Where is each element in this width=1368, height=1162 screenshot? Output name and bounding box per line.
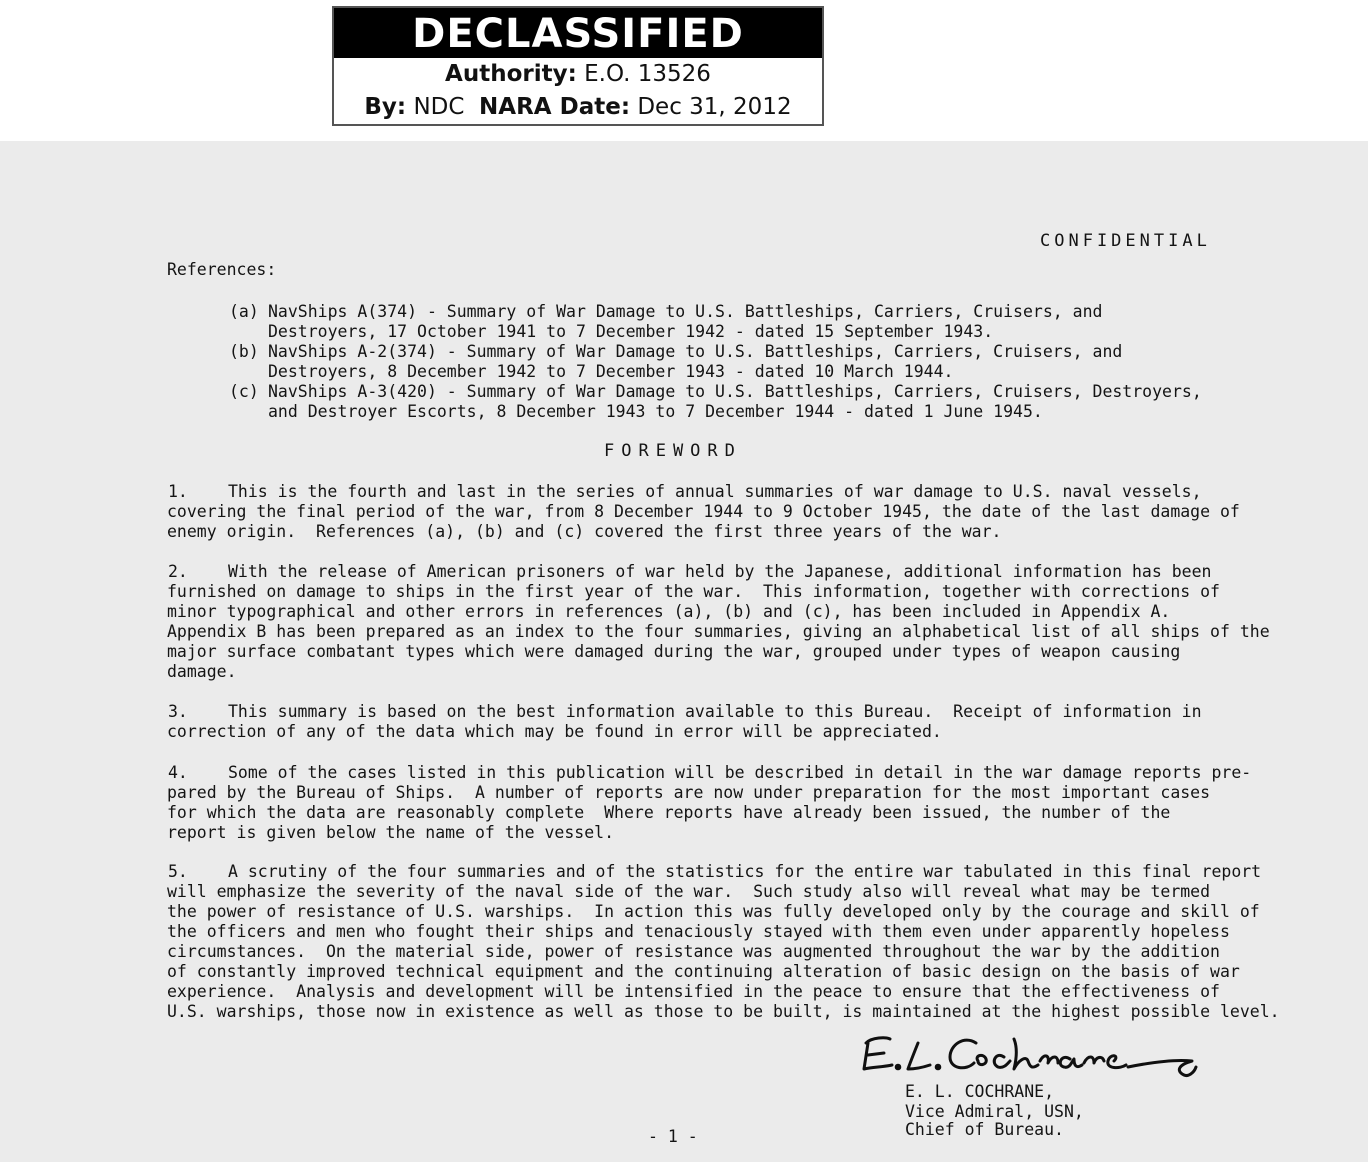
paragraph-line: experience. Analysis and development will be intensified in the peace to ensure that the effectiveness of <box>167 982 1220 1001</box>
references-heading: References: <box>167 260 277 279</box>
reference-line: Destroyers, 8 December 1942 to 7 December 1943 - dated 10 March 1944. <box>268 362 954 381</box>
paragraph-line: Appendix B has been prepared as an index to the four summaries, giving an alphabetical list of all ships of the <box>167 622 1270 641</box>
paragraph-line: correction of any of the data which may be found in error will be appreciated. <box>167 722 942 741</box>
reference-line: NavShips A-2(374) - Summary of War Damage to U.S. Battleships, Carriers, Cruisers, and <box>268 342 1123 361</box>
paragraph-line: for which the data are reasonably complete Where reports have already been issued, the number of the <box>167 803 1171 822</box>
paragraph-line: damage. <box>167 662 237 681</box>
paragraph-line: the officers and men who fought their ships and tenaciously stayed with them even under apparently hopeless <box>167 922 1230 941</box>
document-page <box>0 141 1368 1162</box>
reference-line: Destroyers, 17 October 1941 to 7 December 1942 - dated 15 September 1943. <box>268 322 994 341</box>
reference-line: and Destroyer Escorts, 8 December 1943 to 7 December 1944 - dated 1 June 1945. <box>268 402 1043 421</box>
paragraph-line: Some of the cases listed in this publication will be described in detail in the war damage reports pre- <box>228 763 1252 782</box>
stamp-date-label: NARA Date: <box>479 94 631 120</box>
paragraph-line: the power of resistance of U.S. warships. In action this was fully developed only by the courage and skill of <box>167 902 1260 921</box>
signatory-title: Chief of Bureau. <box>905 1120 1064 1139</box>
signatory-rank: Vice Admiral, USN, <box>905 1102 1084 1121</box>
paragraph-line: This is the fourth and last in the series of annual summaries of war damage to U.S. naval vessels, <box>228 482 1202 501</box>
paragraph-number: 1. <box>168 482 188 501</box>
paragraph-number: 5. <box>168 862 188 881</box>
stamp-authority-label: Authority: <box>445 61 577 87</box>
stamp-by-value: NDC <box>413 94 465 120</box>
paragraph-line: enemy origin. References (a), (b) and (c) covered the first three years of the war. <box>167 522 1002 541</box>
paragraph-line: minor typographical and other errors in references (a), (b) and (c), has been included in Appendix A. <box>167 602 1171 621</box>
paragraph-line: covering the final period of the war, from 8 December 1944 to 9 October 1945, the date of the last damage of <box>167 502 1240 521</box>
paragraph-number: 3. <box>168 702 188 721</box>
reference-letter: (b) <box>229 342 259 361</box>
stamp-date-value: Dec 31, 2012 <box>637 94 792 120</box>
paragraph-line: will emphasize the severity of the naval side of the war. Such study also will reveal what may be termed <box>167 882 1211 901</box>
stamp-authority-value: E.O. 13526 <box>584 61 711 87</box>
stamp-title: DECLASSIFIED <box>334 8 822 58</box>
paragraph-line: circumstances. On the material side, power of resistance was augmented throughout the war by the addition <box>167 942 1220 961</box>
paragraph-line: report is given below the name of the vessel. <box>167 823 615 842</box>
reference-letter: (c) <box>229 382 259 401</box>
stamp-by-line <box>334 91 822 124</box>
signatory-name: E. L. COCHRANE, <box>905 1082 1055 1101</box>
reference-line: NavShips A(374) - Summary of War Damage to U.S. Battleships, Carriers, Cruisers, and <box>268 302 1103 321</box>
classification-marking: CONFIDENTIAL <box>1040 231 1211 251</box>
paragraph-line: major surface combatant types which were damaged during the war, grouped under types of weapon causing <box>167 642 1181 661</box>
stamp-by-label: By: <box>364 94 407 120</box>
paragraph-line: of constantly improved technical equipment and the continuing alteration of basic design on the basis of war <box>167 962 1240 981</box>
declassified-stamp <box>332 6 824 126</box>
stamp-authority-line <box>334 58 822 91</box>
paragraph-line: furnished on damage to ships in the first year of the war. This information, together with corrections of <box>167 582 1220 601</box>
paragraph-line: A scrutiny of the four summaries and of the statistics for the entire war tabulated in this final report <box>228 862 1262 881</box>
reference-line: NavShips A-3(420) - Summary of War Damage to U.S. Battleships, Carriers, Cruisers, Destroyers, <box>268 382 1202 401</box>
foreword-heading: FOREWORD <box>604 441 742 461</box>
paragraph-number: 4. <box>168 763 188 782</box>
paragraph-line: pared by the Bureau of Ships. A number of reports are now under preparation for the most important cases <box>167 783 1211 802</box>
paragraph-number: 2. <box>168 562 188 581</box>
handwritten-signature <box>858 1029 1208 1089</box>
reference-letter: (a) <box>229 302 259 321</box>
paragraph-line: This summary is based on the best information available to this Bureau. Receipt of information in <box>228 702 1202 721</box>
paragraph-line: With the release of American prisoners of war held by the Japanese, additional information has been <box>228 562 1212 581</box>
paragraph-line: U.S. warships, those now in existence as well as those to be built, is maintained at the highest possible level. <box>167 1002 1280 1021</box>
page-number: - 1 - <box>648 1127 698 1146</box>
